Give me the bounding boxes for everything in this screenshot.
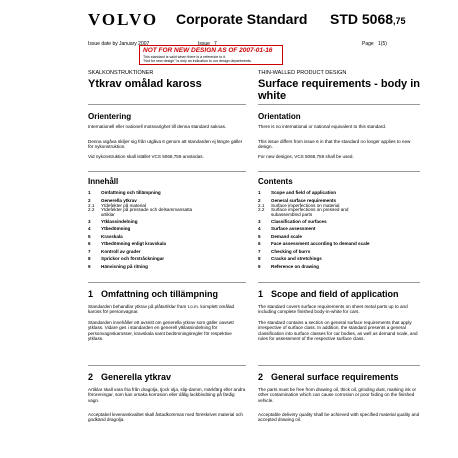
issue-date: January 2007 bbox=[119, 41, 150, 47]
swedish-table-of-contents bbox=[88, 190, 246, 270]
toc-entry-number: 6 bbox=[258, 241, 261, 246]
english-section-2-paragraph-1: The parts must be free from drawing oil, thick oil, grinding dust, marking ink or other contamination which can cause corrosion or poor hiding on the finished vehicle. bbox=[258, 387, 417, 403]
toc-entry-number: 7 bbox=[258, 248, 261, 254]
page-number: 1(5) bbox=[378, 41, 387, 47]
toc-entry-label: Sprickor och förstråckningar bbox=[101, 256, 165, 261]
toc-entry-number: 5 bbox=[88, 233, 91, 239]
section-number: 2 bbox=[258, 372, 264, 382]
toc-entry-number: 4 bbox=[88, 226, 91, 231]
toc-entry-number: 1 bbox=[88, 190, 91, 195]
english-section-2-heading bbox=[258, 372, 399, 382]
contents-heading: Contents bbox=[258, 177, 293, 186]
swedish-section-2-paragraph-2: Acceptabel leveranskvalitet skall åstadkommas med föreskrivet material och godkänd dragolja. bbox=[88, 412, 243, 423]
section-title: Generella ytkrav bbox=[101, 372, 172, 382]
toc-entry-label: Surface imperfections on material bbox=[271, 202, 340, 208]
english-kicker: THIN-WALLED PRODUCT DESIGN bbox=[258, 70, 347, 76]
english-section-1-heading bbox=[258, 289, 399, 299]
toc-entry-label: Surface assessment bbox=[271, 226, 316, 231]
orientering-heading: Orientering bbox=[88, 112, 132, 121]
english-title: Surface requirements - body in white bbox=[258, 78, 420, 102]
toc-entry-number: 7 bbox=[88, 248, 91, 254]
notice-line-1: This standard is valid when there is a reference to it. bbox=[143, 55, 227, 59]
toc-entry-label: Kontroll av grader bbox=[101, 248, 141, 254]
toc-entry-label: General surface requirements bbox=[271, 197, 337, 203]
toc-entry-number: 6 bbox=[88, 241, 91, 246]
toc-entry-label: Cracks and stretchings bbox=[271, 256, 322, 261]
swedish-section-2-paragraph-1: Artiklar skall vara fria från dragolja, tjock olja, slip-damm, märkfärg eller andra föroreningar, som kan orsaka korrosion eller dålig lackbindning på färdig vagn. bbox=[88, 387, 246, 403]
standard-number-main: STD 5068 bbox=[330, 11, 394, 27]
orientation-paragraph-2: This issue differs from issue 6 in that the standard no longer applies to new design. bbox=[258, 139, 411, 150]
corporate-standard-heading: Corporate Standard bbox=[176, 11, 308, 27]
toc-entry-label: Surface imperfections on pressed and bbox=[271, 207, 349, 212]
toc-entry-label: subassembled parts bbox=[271, 211, 313, 217]
standard-number bbox=[330, 11, 406, 27]
english-section-1-paragraph-2: The standard contains a section on general surface requirements that apply irrespective of surface class. In addition, the standard presents a general classification into surface classes for car bodies, as well as demand scale, and rules for assessment of the respective surface class. bbox=[258, 320, 418, 342]
english-section-1-paragraph-1: The standard covers surface requirements on sheet metal parts up to and including complete finished body-in-white for cars. bbox=[258, 304, 408, 315]
swedish-title: Ytkrav omålad kaross bbox=[88, 78, 202, 90]
innehall-heading: Innehåll bbox=[88, 177, 119, 186]
toc-entry-number: 2.2 bbox=[88, 207, 95, 212]
swedish-section-1-heading bbox=[88, 289, 218, 299]
section-number: 1 bbox=[88, 289, 94, 299]
toc-entry-label: Scope and field of application bbox=[271, 190, 337, 195]
toc-entry-number: 2 bbox=[258, 197, 261, 203]
divider bbox=[88, 282, 246, 283]
toc-entry-label: Ytdefekter på pressade och delsammansatta bbox=[101, 207, 193, 212]
divider bbox=[258, 104, 420, 105]
toc-entry-label: Demand scale bbox=[271, 233, 302, 239]
divider bbox=[88, 171, 246, 172]
page-label: Page bbox=[362, 41, 374, 47]
not-for-new-design-notice bbox=[139, 45, 283, 65]
toc-entry-label: Ytklassindelning bbox=[101, 218, 138, 224]
toc-entry-label: Kravskala bbox=[101, 233, 123, 239]
section-number: 1 bbox=[258, 289, 264, 299]
issue-number: 7 bbox=[214, 41, 217, 47]
toc-entry-number: 3 bbox=[88, 218, 91, 224]
toc-entry-number: 5 bbox=[258, 233, 261, 239]
toc-entry-number: 3 bbox=[258, 218, 261, 224]
swedish-section-1-paragraph-2: Standarden innehåller ett avsnitt om generella ytkrav som gäller oavsett ytklass. Vidare ges i standarden en generell ytklassindelning för personvagnskarosser, kravskala samt bedömningsregler för respektive ytklass. bbox=[88, 320, 234, 342]
toc-entry-number: 8 bbox=[88, 256, 91, 261]
notice-title: NOT FOR NEW DESIGN AS OF 2007-01-16 bbox=[143, 47, 273, 54]
swedish-kicker: SKALKONSTRUKTIONER bbox=[88, 70, 154, 76]
orientering-paragraph-1: Internationell eller nationell motsvarighet till denna standard saknas. bbox=[88, 124, 227, 129]
orientation-paragraph-3: For new designs, VCS 5068,759 shall be used. bbox=[258, 154, 354, 159]
toc-entry-label: Generella ytkrav bbox=[101, 197, 137, 203]
swedish-section-2-heading bbox=[88, 372, 171, 382]
section-title: Omfattning och tillämpning bbox=[101, 289, 218, 299]
section-number: 2 bbox=[88, 372, 94, 382]
divider bbox=[88, 104, 246, 105]
toc-entry-number: 2.1 bbox=[258, 202, 265, 208]
divider bbox=[258, 365, 420, 366]
section-title: General surface requirements bbox=[271, 372, 399, 382]
english-table-of-contents bbox=[258, 190, 420, 270]
toc-entry-label: Hänvisning på ritning bbox=[101, 263, 148, 269]
toc-entry-number: 2.1 bbox=[88, 202, 95, 208]
section-title: Scope and field of application bbox=[271, 289, 399, 299]
toc-entry-label: Ytdefekter på material bbox=[101, 202, 146, 208]
orientation-heading: Orientation bbox=[258, 112, 301, 121]
toc-entry-number: 8 bbox=[258, 256, 261, 261]
volvo-logo: VOLVO bbox=[88, 10, 159, 29]
orientering-paragraph-3: Vid nykonstruktion skall istället VCS 5068,759 användas. bbox=[88, 154, 204, 159]
toc-entry-label: Omfattning och tillämpning bbox=[101, 190, 161, 195]
orientering-paragraph-2: Denna utgåva skiljer sig från utgåva 6 genom att standarden ej längre gäller för nykonstruktion. bbox=[88, 139, 243, 150]
toc-entry-number: 4 bbox=[258, 226, 261, 231]
issue-label: Issue bbox=[198, 41, 210, 47]
swedish-section-1-paragraph-1: Standarden behandlar ytkrav på plåtartiklar fram t.o.m. komplett omålad kaross för personvagnar. bbox=[88, 304, 235, 315]
toc-entry-number: 9 bbox=[258, 263, 261, 269]
toc-entry-label: Ytbedömning bbox=[101, 226, 131, 231]
notice-line-2: "Not for new design" is only an indication to our design departments. bbox=[143, 59, 252, 63]
toc-entry-label: Reference on drawing bbox=[271, 263, 319, 269]
toc-entry-number: 1 bbox=[258, 190, 261, 195]
divider bbox=[258, 171, 420, 172]
toc-entry-label: Checking of burrs bbox=[271, 248, 311, 254]
divider bbox=[88, 365, 246, 366]
toc-entry-label: Ytbedömning enligt kravskala bbox=[101, 241, 167, 246]
toc-entry-label: artiklar bbox=[101, 211, 115, 217]
toc-entry-number: 2 bbox=[88, 197, 91, 203]
standard-number-suffix: ,75 bbox=[393, 16, 406, 26]
orientation-paragraph-1: There is no international or national equivalent to this standard. bbox=[258, 124, 387, 129]
issue-date-label: Issue date by bbox=[88, 41, 118, 47]
toc-entry-label: Classification of surfaces bbox=[271, 218, 327, 224]
english-section-2-paragraph-2: Acceptable delivery quality shall be achieved with specified material quality and accepted drawing oil. bbox=[258, 412, 420, 423]
toc-entry-label: Face assessment according to demand scale bbox=[271, 241, 370, 246]
divider bbox=[258, 282, 420, 283]
toc-entry-number: 9 bbox=[88, 263, 91, 269]
toc-entry-number: 2.2 bbox=[258, 207, 265, 212]
